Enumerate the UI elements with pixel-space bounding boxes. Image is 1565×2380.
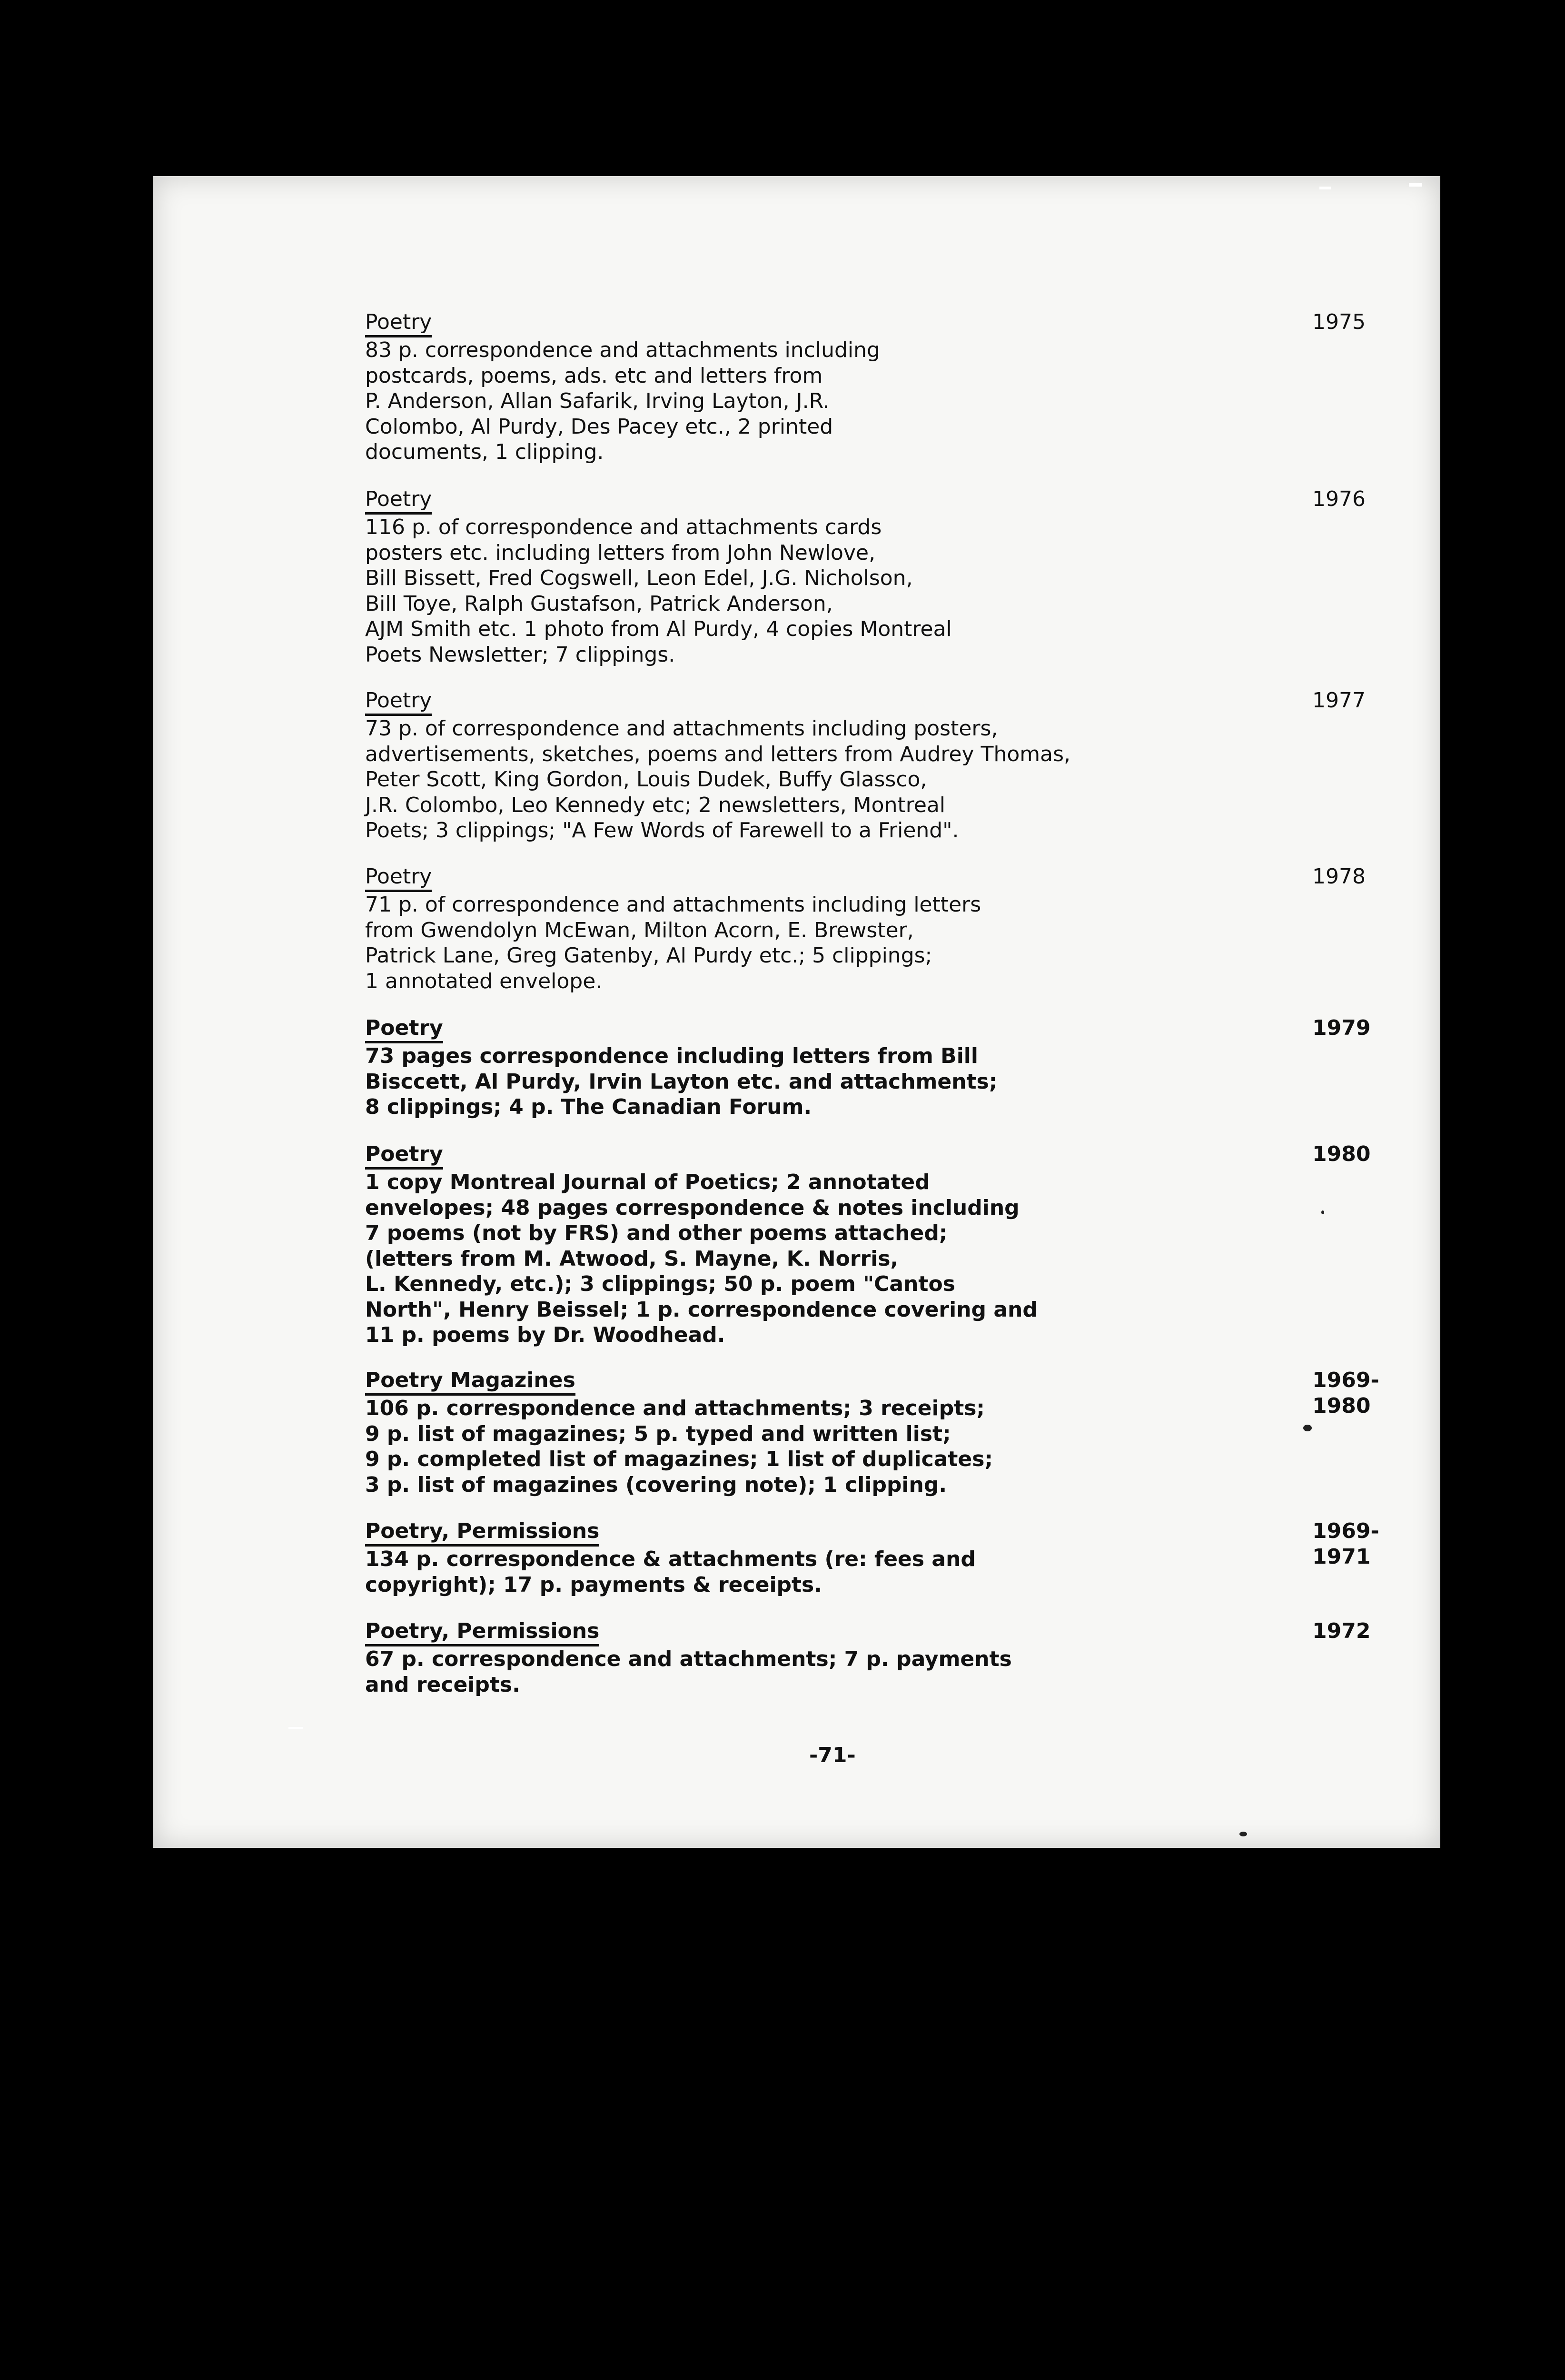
entry-date: 1975 xyxy=(1312,310,1366,334)
description-line: from Gwendolyn McEwan, Milton Acorn, E. Brewster, xyxy=(365,918,914,942)
description-line: 7 poems (not by FRS) and other poems attached; xyxy=(365,1221,948,1245)
entry-title: Poetry xyxy=(365,864,432,892)
description-line: 71 p. of correspondence and attachments including letters xyxy=(365,892,981,917)
entry-description xyxy=(365,1646,1136,1697)
description-line: documents, 1 clipping. xyxy=(365,440,604,464)
description-line: advertisements, sketches, poems and letters from Audrey Thomas, xyxy=(365,742,1070,766)
entry-description xyxy=(365,337,1136,465)
description-line: 8 clippings; 4 p. The Canadian Forum. xyxy=(365,1095,812,1119)
description-line: postcards, poems, ads. etc and letters from xyxy=(365,363,823,388)
description-line: 11 p. poems by Dr. Woodhead. xyxy=(365,1323,725,1347)
description-line: 73 pages correspondence including letters from Bill xyxy=(365,1044,978,1068)
entry-title: Poetry xyxy=(365,1015,443,1043)
description-line: Colombo, Al Purdy, Des Pacey etc., 2 printed xyxy=(365,414,833,439)
entry-description xyxy=(365,892,1136,994)
description-line: 9 p. completed list of magazines; 1 list of duplicates; xyxy=(365,1447,993,1471)
entry-description xyxy=(365,1547,1136,1597)
entry-poetry-permissions-1969 xyxy=(365,1518,1412,1597)
scan-speck xyxy=(1239,1832,1247,1836)
entry-title: Poetry, Permissions xyxy=(365,1618,599,1646)
entry-title: Poetry Magazines xyxy=(365,1368,575,1396)
description-line: Patrick Lane, Greg Gatenby, Al Purdy etc.; 5 clippings; xyxy=(365,943,932,968)
entry-date: 1978 xyxy=(1312,864,1366,889)
description-line: 116 p. of correspondence and attachments cards xyxy=(365,515,882,539)
scan-mark xyxy=(1409,183,1422,187)
entry-date: 1977 xyxy=(1312,688,1366,713)
scan-speck xyxy=(1303,1425,1312,1431)
entry-poetry-1977 xyxy=(365,688,1412,843)
entry-poetry-1975 xyxy=(365,309,1412,465)
entry-date: 1980 xyxy=(1312,1142,1371,1166)
description-line: posters etc. including letters from John Newlove, xyxy=(365,540,876,565)
entry-title: Poetry xyxy=(365,486,432,515)
description-line: 3 p. list of magazines (covering note); 1 clipping. xyxy=(365,1472,947,1497)
description-line: (letters from M. Atwood, S. Mayne, K. Norris, xyxy=(365,1246,899,1271)
description-line: J.R. Colombo, Leo Kennedy etc; 2 newsletters, Montreal xyxy=(365,793,946,817)
entry-title: Poetry, Permissions xyxy=(365,1518,599,1547)
entry-poetry-1976 xyxy=(365,486,1412,667)
description-line: 83 p. correspondence and attachments including xyxy=(365,338,880,362)
description-line: Poets; 3 clippings; "A Few Words of Farewell to a Friend". xyxy=(365,818,959,843)
entry-date: 1969-1971 xyxy=(1312,1519,1379,1569)
entry-title: Poetry xyxy=(365,1141,443,1170)
page-number: -71- xyxy=(809,1743,856,1767)
description-line: Bill Toye, Ralph Gustafson, Patrick Anderson, xyxy=(365,591,833,616)
entry-title: Poetry xyxy=(365,688,432,716)
description-line: L. Kennedy, etc.); 3 clippings; 50 p. poem "Cantos xyxy=(365,1272,955,1296)
description-line: 134 p. correspondence & attachments (re: fees and xyxy=(365,1547,976,1571)
description-line: 67 p. correspondence and attachments; 7 p. payments xyxy=(365,1647,1012,1671)
description-line: 1 annotated envelope. xyxy=(365,969,603,993)
entry-poetry-1979 xyxy=(365,1015,1412,1120)
document-page xyxy=(153,176,1440,1848)
entry-description xyxy=(365,515,1136,667)
description-line: 73 p. of correspondence and attachments including posters, xyxy=(365,716,998,741)
entry-title: Poetry xyxy=(365,309,432,337)
description-line: North", Henry Beissel; 1 p. correspondence covering and xyxy=(365,1297,1038,1322)
entry-description xyxy=(365,1043,1136,1120)
description-line: AJM Smith etc. 1 photo from Al Purdy, 4 copies Montreal xyxy=(365,617,952,641)
entry-date: 1976 xyxy=(1312,487,1366,511)
entry-date: 1979 xyxy=(1312,1016,1371,1040)
entry-description xyxy=(365,1170,1136,1348)
description-line: 1 copy Montreal Journal of Poetics; 2 annotated xyxy=(365,1170,930,1194)
entry-poetry-1980 xyxy=(365,1141,1412,1348)
entry-poetry-1978 xyxy=(365,864,1412,994)
entry-date: 1969-1980 xyxy=(1312,1368,1379,1418)
description-line: Bill Bissett, Fred Cogswell, Leon Edel, J.G. Nicholson, xyxy=(365,566,913,590)
description-line: 9 p. list of magazines; 5 p. typed and written list; xyxy=(365,1421,951,1446)
description-line: Poets Newsletter; 7 clippings. xyxy=(365,642,675,667)
description-line: and receipts. xyxy=(365,1672,520,1697)
description-line: copyright); 17 p. payments & receipts. xyxy=(365,1572,822,1597)
description-line: Peter Scott, King Gordon, Louis Dudek, Buffy Glassco, xyxy=(365,767,927,792)
scan-mark xyxy=(288,1727,303,1729)
entry-date: 1972 xyxy=(1312,1619,1371,1643)
scan-mark xyxy=(1319,187,1331,189)
entry-description xyxy=(365,716,1136,843)
entry-poetry-magazines xyxy=(365,1368,1412,1497)
description-line: P. Anderson, Allan Safarik, Irving Layton, J.R. xyxy=(365,389,830,413)
description-line: Bisccett, Al Purdy, Irvin Layton etc. and attachments; xyxy=(365,1069,998,1094)
entry-description xyxy=(365,1396,1136,1497)
entry-poetry-permissions-1972 xyxy=(365,1618,1412,1697)
description-line: 106 p. correspondence and attachments; 3 receipts; xyxy=(365,1396,985,1420)
description-line: envelopes; 48 pages correspondence & notes including xyxy=(365,1195,1020,1220)
scan-speck xyxy=(1321,1210,1324,1214)
